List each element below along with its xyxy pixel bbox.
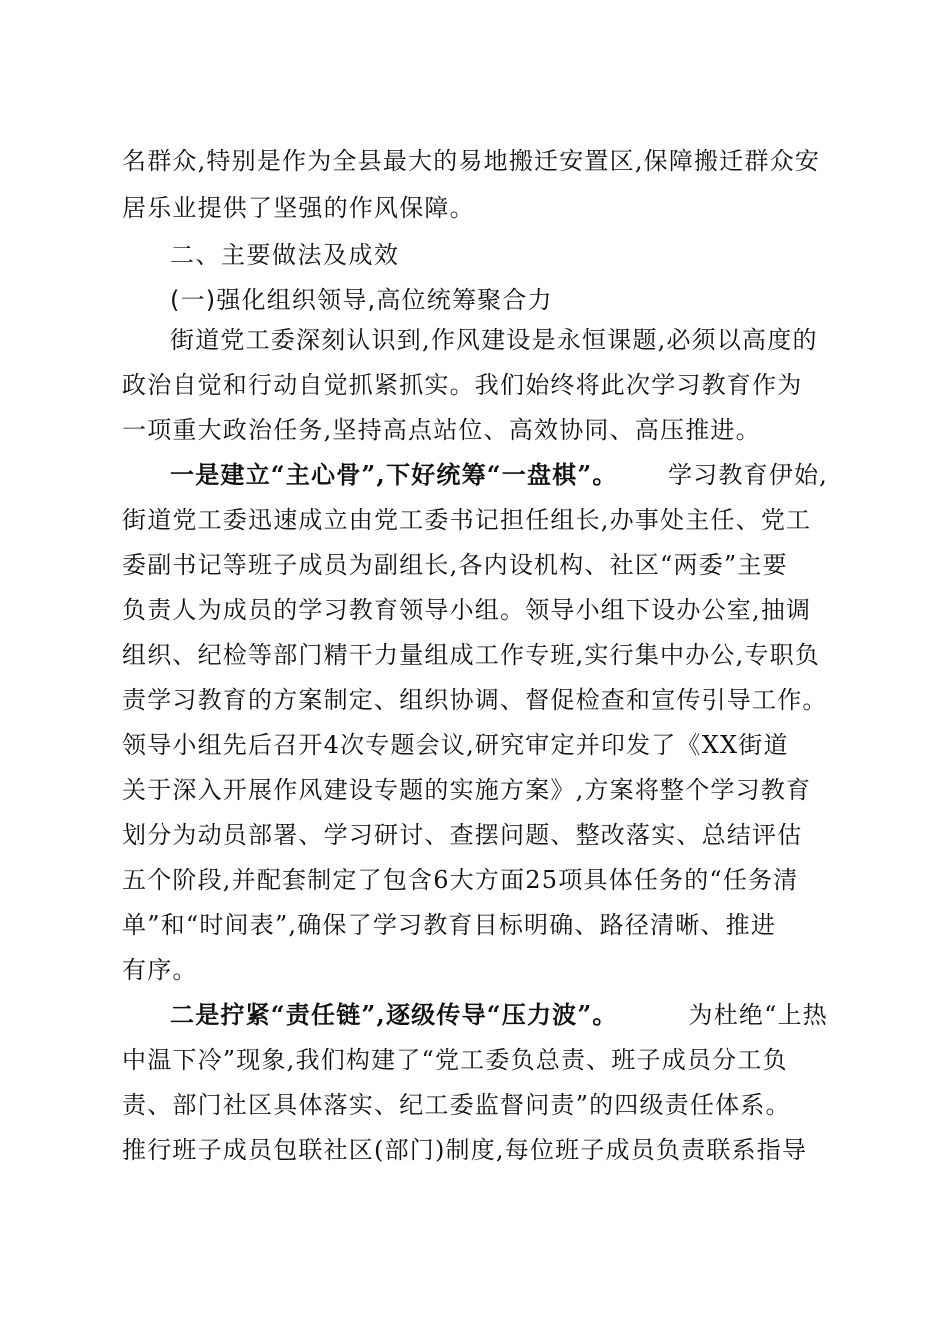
section-heading: 二、主要做法及成效 — [170, 241, 400, 269]
body-line: 街道党工委深刻认识到,作风建设是永恒课题,必须以高度的 — [170, 326, 818, 354]
body-line: 政治自觉和行动自觉抓紧抓实。我们始终将此次学习教育作为 — [122, 371, 803, 399]
body-line: 单”和“时间表”,确保了学习教育目标明确、路径清晰、推进 — [122, 911, 777, 939]
paragraph-lead-line — [170, 1000, 828, 1030]
body-line: 中温下冷”现象,我们构建了“党工委负总责、班子成员分工负 — [122, 1046, 788, 1074]
body-line: 组织、纪检等部门精干力量组成工作专班,实行集中办公,专职负 — [122, 641, 821, 669]
body-line: 委副书记等班子成员为副组长,各内设机构、社区“两委”主要 — [122, 551, 788, 579]
body-line: 一项重大政治任务,坚持高点站位、高效协同、高压推进。 — [122, 416, 761, 444]
body-line: 关于深入开展作风建设专题的实施方案》,方案将整个学习教育 — [122, 776, 812, 804]
bold-lead-text: 一是建立“主心骨”,下好统筹“一盘棋”。 — [170, 460, 618, 489]
paragraph-lead-line — [170, 460, 828, 490]
subsection-heading: (一)强化组织领导,高位统筹聚合力 — [170, 286, 553, 314]
body-line: 名群众,特别是作为全县最大的易地搬迁安置区,保障搬迁群众安 — [122, 147, 821, 175]
body-line: 有序。 — [122, 956, 198, 984]
body-line: 划分为动员部署、学习研讨、查摆问题、整改落实、总结评估 — [122, 821, 803, 849]
lead-continuation-text: 为杜绝“上热 — [688, 1001, 828, 1029]
lead-continuation-text: 学习教育伊始, — [667, 461, 828, 489]
body-line: 推行班子成员包联社区(部门)制度,每位班子成员负责联系指导 — [122, 1136, 808, 1164]
body-line: 居乐业提供了坚强的作风保障。 — [122, 194, 475, 222]
body-line: 责学习教育的方案制定、组织协调、督促检查和宣传引导工作。 — [122, 686, 828, 714]
body-line: 领导小组先后召开4次专题会议,研究审定并印发了《XX街道 — [122, 731, 789, 759]
bold-lead-text: 二是拧紧“责任链”,逐级传导“压力波”。 — [170, 1000, 618, 1029]
body-line: 五个阶段,并配套制定了包含6大方面25项具体任务的“任务清 — [122, 866, 799, 894]
body-line: 负责人为成员的学习教育领导小组。领导小组下设办公室,抽调 — [122, 596, 812, 624]
body-line: 街道党工委迅速成立由党工委书记担任组长,办事处主任、党工 — [122, 506, 812, 534]
body-line: 责、部门社区具体落实、纪工委监督问责”的四级责任体系。 — [122, 1091, 791, 1119]
